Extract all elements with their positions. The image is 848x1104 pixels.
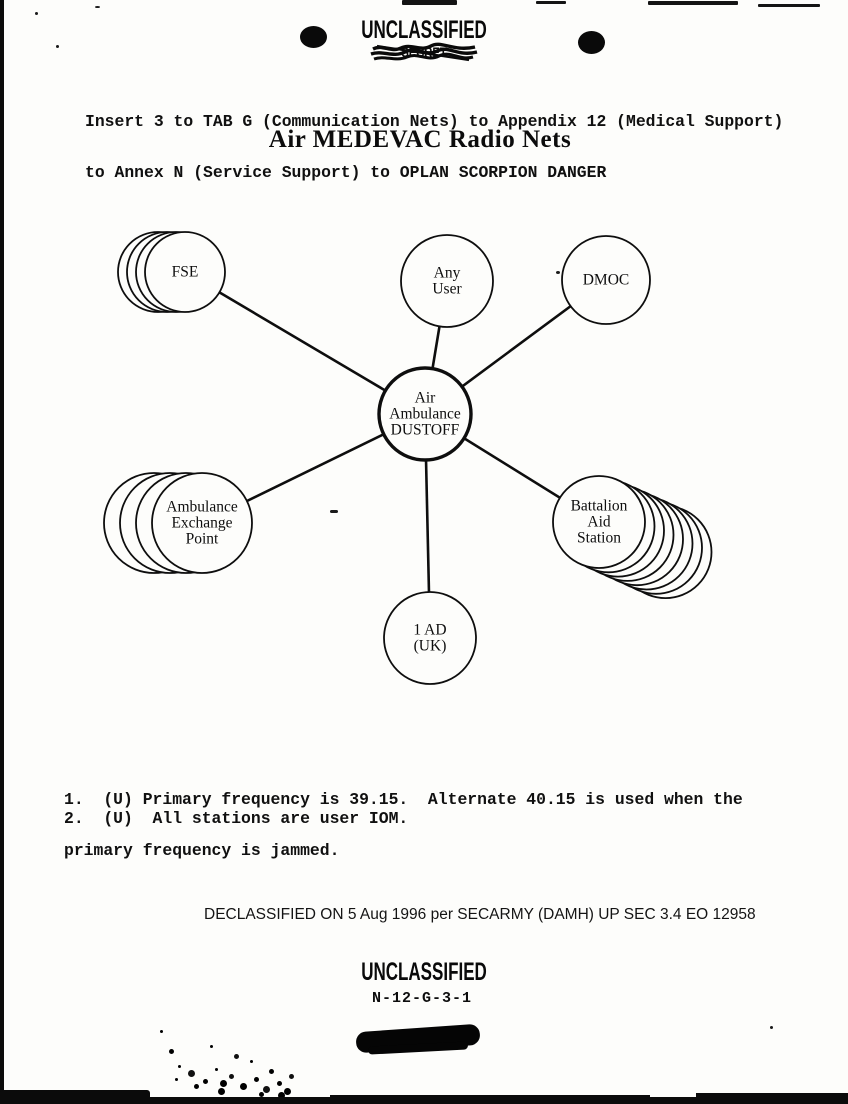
- scan-edge-bottom: [0, 1097, 848, 1104]
- node-label: DMOC: [582, 271, 630, 289]
- document-number: N-12-G-3-1: [371, 990, 473, 1007]
- note-1-line-2: primary frequency is jammed.: [64, 841, 340, 860]
- header-line-1: Insert 3 to TAB G (Communication Nets) to Appendix 12 (Medical Support): [85, 112, 784, 131]
- node-label: Battalion Aid Station: [570, 497, 628, 547]
- struck-stamp-text: SECRET: [401, 44, 447, 61]
- node-label: FSE: [171, 263, 199, 281]
- top-unclassified-stamp: UNCLASSIFIED: [361, 16, 487, 44]
- node-ambulance-exchange-point: [104, 473, 252, 573]
- node-any-user: [401, 235, 493, 327]
- node-label: Ambulance Exchange Point: [166, 498, 238, 548]
- node-label: 1 AD (UK): [413, 621, 447, 655]
- node-1-ad-uk: [384, 592, 476, 684]
- declassified-line: DECLASSIFIED ON 5 Aug 1996 per SECARMY (DAMH) UP SEC 3.4 EO 12958: [204, 906, 756, 923]
- node-dmoc: [562, 236, 650, 324]
- node-label: Air Ambulance DUSTOFF: [389, 389, 461, 439]
- node-fse: [118, 232, 225, 312]
- scan-smudge: [160, 1030, 163, 1033]
- node-battalion-aid-station: [553, 476, 712, 598]
- header-line-2: to Annex N (Service Support) to OPLAN SCORPION DANGER: [85, 163, 607, 182]
- note-2: 2. (U) All stations are user IOM.: [64, 809, 409, 828]
- node-air-ambulance-dustoff: [379, 368, 471, 460]
- bottom-unclassified-stamp: UNCLASSIFIED: [361, 958, 487, 986]
- page-title: Air MEDEVAC Radio Nets: [268, 126, 572, 153]
- note-1-line-1: 1. (U) Primary frequency is 39.15. Alternate 40.15 is used when the: [64, 790, 743, 809]
- node-label: Any User: [432, 264, 462, 298]
